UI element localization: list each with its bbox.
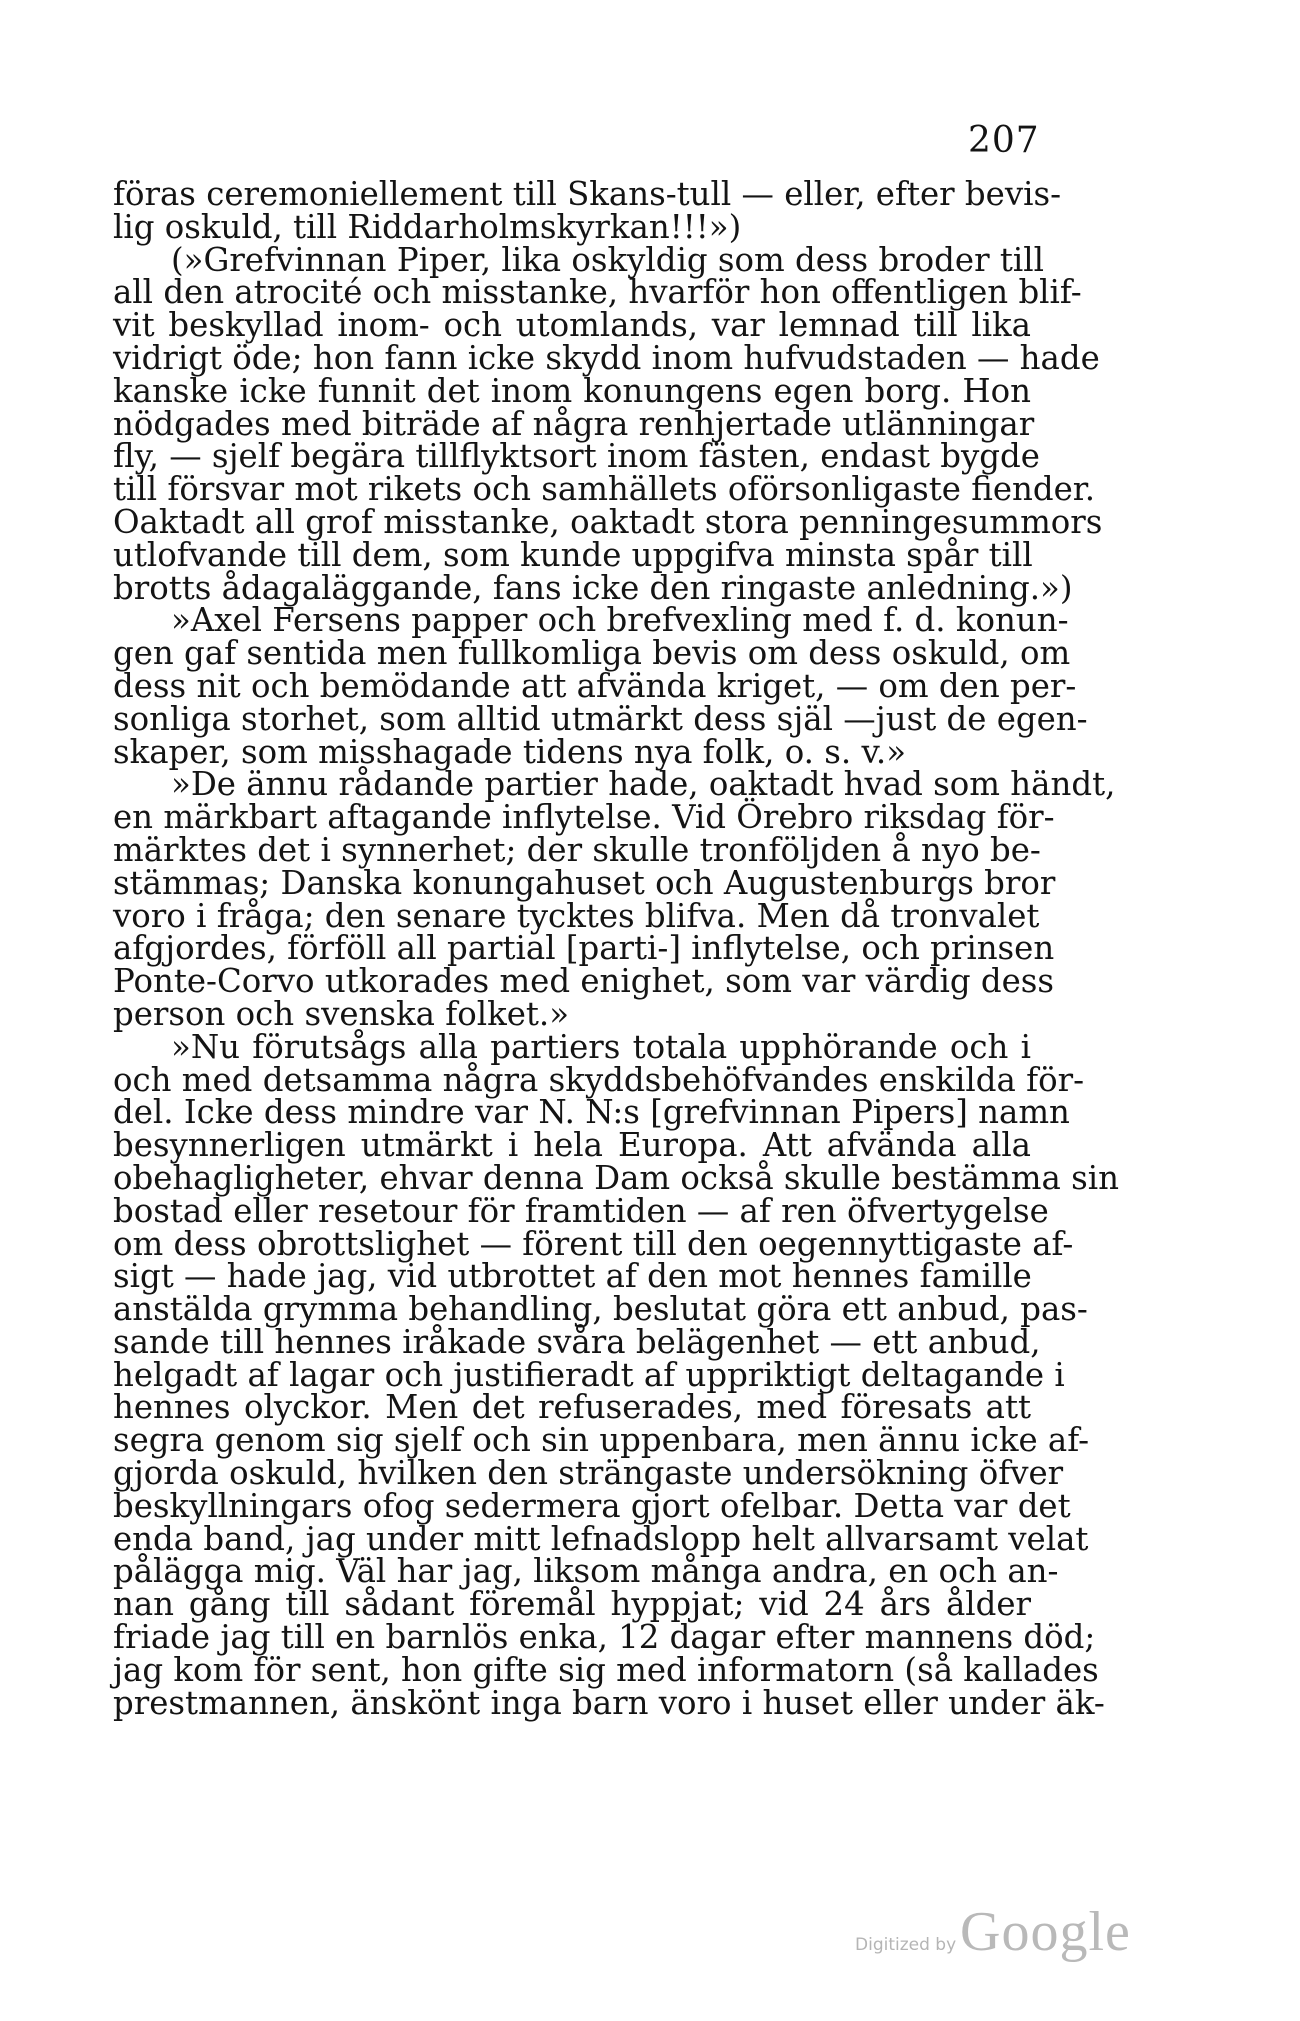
text-line: och med detsamma några skyddsbehöfvandes enskilda för-	[113, 1060, 1085, 1099]
text-line: helgadt af lagar och justifieradt af uppriktigt deltagande i	[113, 1355, 1065, 1394]
text-line: sande till hennes iråkade svåra belägenhet — ett anbud,	[113, 1322, 1041, 1361]
text-line: brotts ådagaläggande, fans icke den ringaste anledning.»)	[113, 568, 1073, 607]
text-line: nödgades med biträde af några renhjertade utlänningar	[113, 404, 1035, 443]
digitized-by-label: Digitized by	[855, 1935, 957, 1955]
text-line: utlofvande till dem, som kunde uppgifva minsta spår till	[113, 535, 1033, 574]
text-line: skaper, som misshagade tidens nya folk, o. s. v.»	[113, 732, 907, 771]
text-line: nan gång till sådant föremål hyppjat; vid 24 års ålder	[113, 1585, 1031, 1624]
text-line: Ponte-Corvo utkorades med enighet, som var värdig dess	[113, 962, 1055, 1001]
text-line: afgjordes, förföll all partial [parti-] inflytelse, och prinsen	[113, 929, 1055, 968]
text-line: hennes olyckor. Men det refuserades, med föresats att	[113, 1388, 1031, 1427]
text-line: pålägga mig. Väl har jag, liksom många andra, en och an-	[113, 1552, 1059, 1591]
text-line: gjorda oskuld, hvilken den strängaste undersökning öfver	[113, 1454, 1064, 1493]
text-line: Oaktadt all grof misstanke, oaktadt stora penningesummors	[113, 502, 1103, 541]
text-line: beskyllningars ofog sedermera gjort ofelbar. Detta var det	[113, 1486, 1071, 1525]
text-line: fly, — sjelf begära tillflyktsort inom fästen, endast bygde	[113, 437, 1040, 476]
page-number: 207	[968, 120, 1040, 161]
text-line: person och svenska folket.»	[113, 994, 570, 1033]
text-line: friade jag till en barnlös enka, 12 dagar efter mannens död;	[113, 1618, 1096, 1657]
text-line: »Nu förutsågs alla partiers totala upphörande och i	[171, 1027, 1031, 1066]
text-line: del. Icke dess mindre var N. N:s [grefvinnan Pipers] namn	[113, 1093, 1070, 1132]
text-line: märktes det i synnerhet; der skulle tronföljden å nyo be-	[113, 830, 1041, 869]
text-line: kanske icke funnit det inom konungens egen borg. Hon	[113, 371, 1031, 410]
google-watermark: Google	[960, 1901, 1131, 1963]
text-line: besynnerligen utmärkt i hela Europa. Att afvända alla	[113, 1126, 1031, 1165]
text-line: prestmannen, änskönt inga barn voro i huset eller under äk-	[113, 1683, 1105, 1722]
text-line: voro i fråga; den senare tycktes blifva. Men då tronvalet	[113, 896, 1040, 935]
text-line: sonliga storhet, som alltid utmärkt dess själ —just de egen-	[113, 699, 1088, 738]
text-line: »De ännu rådande partier hade, oaktadt hvad som händt,	[171, 765, 1116, 804]
text-line: föras ceremoniellement till Skans-tull — eller, efter bevis-	[113, 175, 1062, 213]
text-line: en märkbart aftagande inflytelse. Vid Örebro riksdag för-	[113, 798, 1055, 837]
text-line: vit beskyllad inom- och utomlands, var lemnad till lika	[113, 306, 1031, 345]
text-line: sigt — hade jag, vid utbrottet af den mot hennes famille	[113, 1257, 1032, 1296]
text-line: obehagligheter, ehvar denna Dam också skulle bestämma sin	[113, 1158, 1119, 1197]
text-line: gen gaf sentida men fullkomliga bevis om dess oskuld, om	[113, 634, 1071, 673]
text-line: till försvar mot rikets och samhällets oförsonligaste fiender.	[113, 470, 1095, 509]
text-line: stämmas; Danska konungahuset och Augustenburgs bror	[113, 863, 1056, 902]
text-line: bostad eller resetour för framtiden — af ren öfvertygelse	[113, 1191, 1049, 1230]
text-line: om dess obrottslighet — förent till den oegennyttigaste af-	[113, 1224, 1074, 1263]
text-line: dess nit och bemödande att afvända kriget, — om den per-	[113, 666, 1077, 705]
text-line: anstälda grymma behandling, beslutat göra ett anbud, pas-	[113, 1290, 1088, 1329]
body-text	[113, 175, 1119, 1722]
text-line: jag kom för sent, hon gifte sig med informatorn (så kallades	[113, 1650, 1099, 1689]
text-line: vidrigt öde; hon fann icke skydd inom hufvudstaden — hade	[113, 338, 1100, 377]
text-line: »Axel Fersens papper och brefvexling med f. d. konun-	[171, 601, 1069, 640]
text-line: lig oskuld, till Riddarholmskyrkan!!!»)	[113, 207, 742, 246]
text-line: (»Grefvinnan Piper, lika oskyldig som dess broder till	[171, 240, 1044, 279]
text-line: all den atrocité och misstanke, hvarför hon offentligen blif-	[113, 273, 1082, 312]
text-line: enda band, jag under mitt lefnadslopp helt allvarsamt velat	[113, 1519, 1089, 1558]
text-line: segra genom sig sjelf och sin uppenbara, men ännu icke af-	[113, 1421, 1090, 1460]
